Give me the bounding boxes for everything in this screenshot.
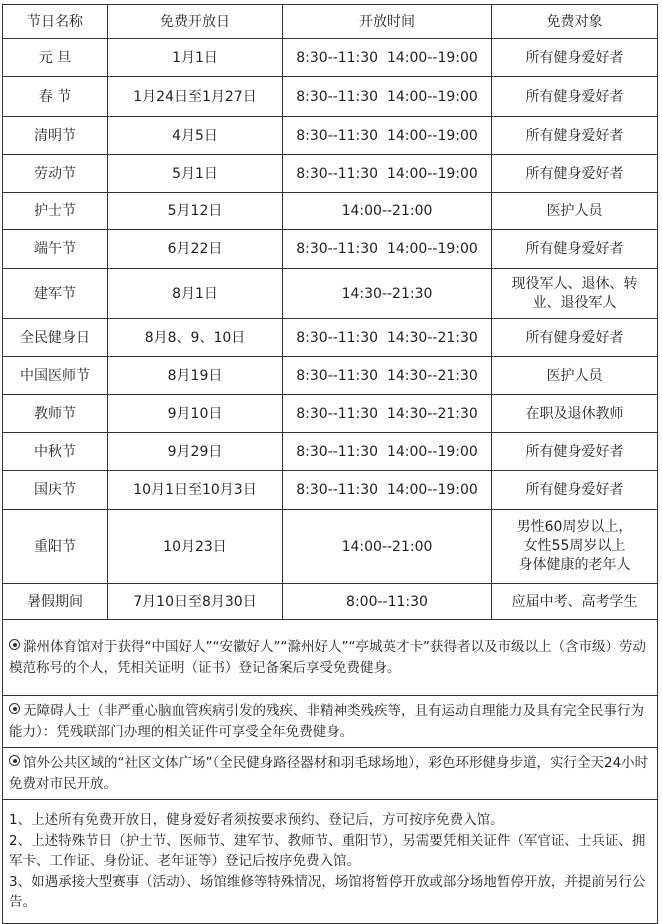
festival-name-cell: 重阳节	[3, 510, 108, 584]
table-row	[3, 395, 658, 433]
table-row	[3, 319, 658, 357]
festival-name-cell: 劳动节	[3, 155, 108, 193]
free-date-cell: 9月10日	[108, 395, 283, 433]
rule-item: 2、上述特殊节日（护士节、医师节、建军节、教师节、重阳节），另需要凭相关证件（军官证、士兵证、拥军卡、工作证、身份证、老年证等）登记后按序免费入馆。	[9, 832, 646, 870]
free-target-line: 所有健身爱好者	[525, 88, 624, 105]
table-row	[3, 117, 658, 155]
note-row	[3, 696, 658, 748]
free-date-cell: 8月19日	[108, 357, 283, 395]
free-date-cell: 5月1日	[108, 155, 283, 193]
free-target-line: 男性60周岁以上，	[516, 519, 633, 535]
free-target-cell	[492, 433, 658, 471]
note-cell	[3, 620, 658, 696]
free-date-cell: 10月1日至10月3日	[108, 471, 283, 510]
free-target-line: 女性55周岁以上	[523, 538, 626, 554]
note-text: 馆外公共区域的“社区文体广场”（全民健身路径器材和羽毛球场地），彩色环形健身步道，实行全天24小时免费对市民开放。	[9, 755, 649, 792]
free-target-line: 所有健身爱好者	[525, 127, 624, 144]
header-free-date: 免费开放日	[108, 5, 283, 39]
open-time-cell: 8:30--11:30 14:00--19:00	[283, 230, 492, 269]
open-time-cell: 8:30--11:30 14:00--19:00	[283, 433, 492, 471]
circle-bullet-icon	[9, 639, 20, 650]
free-target-line: 所有健身爱好者	[525, 329, 624, 346]
free-target-cell	[492, 471, 658, 510]
free-target-cell	[492, 269, 658, 319]
free-date-cell: 7月10日至8月30日	[108, 584, 283, 620]
free-target-line: 业、退役军人	[532, 294, 617, 311]
open-time-cell: 8:30--11:30 14:30--21:30	[283, 319, 492, 357]
free-target-cell	[492, 230, 658, 269]
table-row	[3, 155, 658, 193]
free-date-cell: 10月23日	[108, 510, 283, 584]
festival-name-cell: 暑假期间	[3, 584, 108, 620]
open-time-cell: 8:30--11:30 14:00--19:00	[283, 77, 492, 117]
table-row	[3, 269, 658, 319]
table-row	[3, 77, 658, 117]
free-target-cell	[492, 319, 658, 357]
free-target-line: 所有健身爱好者	[525, 241, 624, 257]
free-target-cell	[492, 77, 658, 117]
free-opening-schedule	[2, 4, 657, 924]
table-row	[3, 230, 658, 269]
note-text: 滁州体育馆对于获得“中国好人”“安徽好人”“滁州好人”“亭城英才卡”获得者以及市级以上（含市级）劳动模范称号的个人，凭相关证明（证书）登记备案后享受免费健身。	[9, 639, 646, 676]
header-free-target: 免费对象	[492, 5, 658, 39]
festival-name-cell: 建军节	[3, 269, 108, 319]
table-row	[3, 433, 658, 471]
free-target-line: 现役军人、退休、转	[511, 275, 638, 292]
note-text: 无障碍人士（非严重心脑血管疾病引发的残疾、非精神类残疾等，且有运动自理能力及具有完全民事行为能力）：凭残联部门办理的相关证件可享受全年免费健身。	[9, 703, 644, 740]
table-row	[3, 193, 658, 230]
free-target-line: 所有健身爱好者	[525, 443, 624, 460]
free-target-cell	[492, 510, 658, 584]
open-time-cell: 8:30--11:30 14:00--19:00	[283, 117, 492, 155]
free-date-cell: 8月8、9、10日	[108, 319, 283, 357]
note-cell	[3, 696, 658, 748]
open-time-cell: 8:30--11:30 14:00--19:00	[283, 471, 492, 510]
table-row	[3, 39, 658, 77]
rules-cell	[3, 800, 658, 924]
open-time-cell: 8:30--11:30 14:00--19:00	[283, 39, 492, 77]
table-row	[3, 471, 658, 510]
free-target-line: 医护人员	[546, 367, 603, 384]
free-target-line: 医护人员	[546, 203, 603, 219]
festival-name-cell: 全民健身日	[3, 319, 108, 357]
free-date-cell: 9月29日	[108, 433, 283, 471]
header-festival-name: 节日名称	[3, 5, 108, 39]
free-target-cell	[492, 155, 658, 193]
free-date-cell: 1月1日	[108, 39, 283, 77]
free-target-line: 所有健身爱好者	[525, 165, 624, 182]
rule-item: 3、如遇承接大型赛事（活动）、场馆维修等特殊情况，场馆将暂停开放或部分场地暂停开放，并提前另行公告。	[9, 873, 646, 911]
header-open-time: 开放时间	[283, 5, 492, 39]
free-target-cell	[492, 357, 658, 395]
open-time-cell: 8:30--11:30 14:00--19:00	[283, 155, 492, 193]
free-target-cell	[492, 193, 658, 230]
table-row	[3, 510, 658, 584]
open-time-cell: 8:30--11:30 14:30--21:30	[283, 395, 492, 433]
festival-name-cell: 教师节	[3, 395, 108, 433]
circle-bullet-icon	[9, 755, 20, 766]
free-target-cell	[492, 584, 658, 620]
free-date-cell: 4月5日	[108, 117, 283, 155]
festival-name-cell: 护士节	[3, 193, 108, 230]
festival-name-cell: 国庆节	[3, 471, 108, 510]
festival-name-cell: 清明节	[3, 117, 108, 155]
rules-row	[3, 800, 658, 924]
festival-name-cell: 端午节	[3, 230, 108, 269]
table-row	[3, 357, 658, 395]
festival-name-cell: 中国医师节	[3, 357, 108, 395]
free-date-cell: 8月1日	[108, 269, 283, 319]
free-date-cell: 5月12日	[108, 193, 283, 230]
free-target-line: 应届中考、高考学生	[511, 593, 638, 610]
open-time-cell: 14:30--21:30	[283, 269, 492, 319]
header-row	[3, 5, 658, 39]
festival-name-cell: 元 旦	[3, 39, 108, 77]
free-target-cell	[492, 117, 658, 155]
open-time-cell: 8:00--11:30	[283, 584, 492, 620]
festival-name-cell: 春 节	[3, 77, 108, 117]
note-row	[3, 620, 658, 696]
free-date-cell: 1月24日至1月27日	[108, 77, 283, 117]
schedule-table	[2, 4, 658, 924]
free-target-line: 在职及退休教师	[525, 405, 624, 422]
open-time-cell: 14:00--21:00	[283, 510, 492, 584]
rule-item: 1、上述所有免费开放日，健身爱好者须按要求预约、登记后，方可按序免费入馆。	[9, 812, 504, 829]
note-cell	[3, 748, 658, 800]
free-date-cell: 6月22日	[108, 230, 283, 269]
table-row	[3, 584, 658, 620]
free-target-line: 身体健康的老年人	[518, 557, 631, 573]
note-row	[3, 748, 658, 800]
festival-name-cell: 中秋节	[3, 433, 108, 471]
open-time-cell: 14:00--21:00	[283, 193, 492, 230]
free-target-line: 所有健身爱好者	[525, 49, 624, 66]
circle-bullet-icon	[9, 703, 20, 714]
free-target-line: 所有健身爱好者	[525, 482, 624, 498]
open-time-cell: 8:30--11:30 14:30--21:30	[283, 357, 492, 395]
free-target-cell	[492, 395, 658, 433]
free-target-cell	[492, 39, 658, 77]
